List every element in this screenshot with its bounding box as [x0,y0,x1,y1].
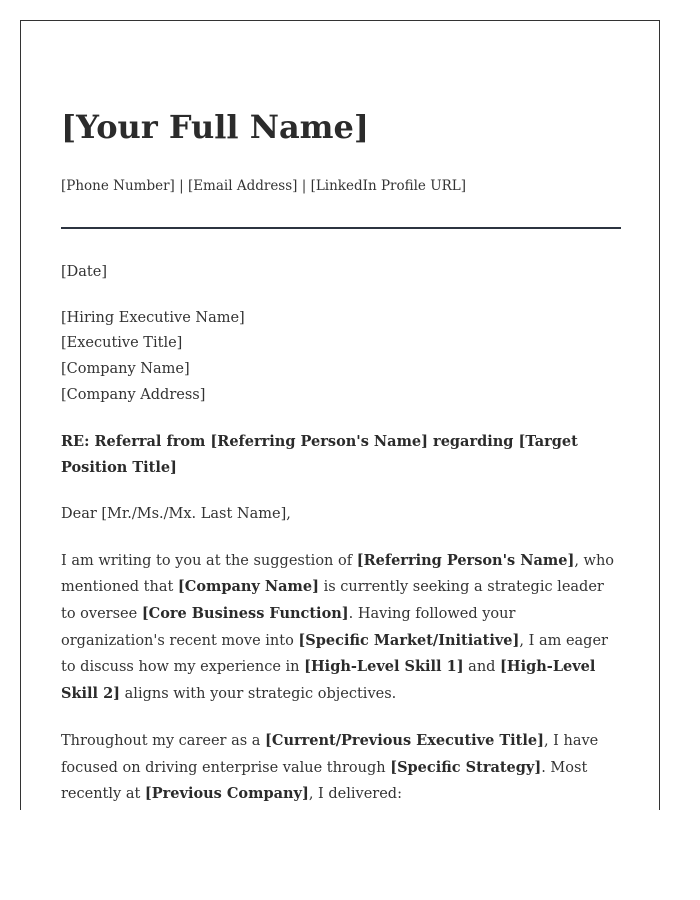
recipient-title: [Executive Title] [61,335,183,352]
p1-text-5: , I am eager to discuss how my experience in [61,632,608,676]
p1-text-1: I am writing to you at the suggestion of [61,552,357,569]
recipient-company: [Company Name] [61,361,190,378]
recipient-name: [Hiring Executive Name] [61,309,245,326]
paragraph-referral [61,548,621,708]
p2-placeholder-strategy: [Specific Strategy] [390,758,542,776]
subject-text: RE: Referral from [Referring Person's Name] regarding [Target Position Title] [61,432,578,477]
p1-placeholder-function: [Core Business Function] [141,605,349,623]
recipient-block [61,306,621,409]
p2-placeholder-company: [Previous Company] [144,785,309,803]
letter-body [61,260,621,810]
p2-text-3: . Most recently at [61,759,588,803]
paragraph-experience [61,728,621,808]
subject-line [61,429,621,482]
p1-placeholder-company: [Company Name] [177,578,319,596]
p1-text-6: and [463,659,501,676]
p1-text-7: aligns with your strategic objectives. [120,686,397,703]
letter-page [20,20,660,810]
p2-text-2: , I have focused on driving enterprise value through [61,732,599,776]
sender-contact-line: [Phone Number] | [Email Address] | [LinkedIn Profile URL] [61,178,466,194]
p1-placeholder-skill-1: [High-Level Skill 1] [304,658,464,676]
p1-text-3: is currently seeking a strategic leader to oversee [61,579,604,623]
recipient-address: [Company Address] [61,386,206,403]
p1-placeholder-market: [Specific Market/Initiative] [298,631,520,649]
p1-placeholder-referrer: [Referring Person's Name] [356,551,575,569]
sender-name: [Your Full Name] [61,108,370,146]
salutation: Dear [Mr./Ms./Mx. Last Name], [61,505,291,522]
header-divider [61,227,621,229]
letter-date: [Date] [61,264,107,280]
p1-text-4: . Having followed your organization's recent move into [61,606,516,649]
p2-text-1: Throughout my career as a [61,732,266,749]
p2-placeholder-title: [Current/Previous Executive Title] [265,731,544,749]
p1-placeholder-skill-2: [High-Level Skill 2] [61,658,596,703]
p1-text-2: , who mentioned that [61,552,615,596]
p2-text-4: , I delivered: [308,786,402,803]
